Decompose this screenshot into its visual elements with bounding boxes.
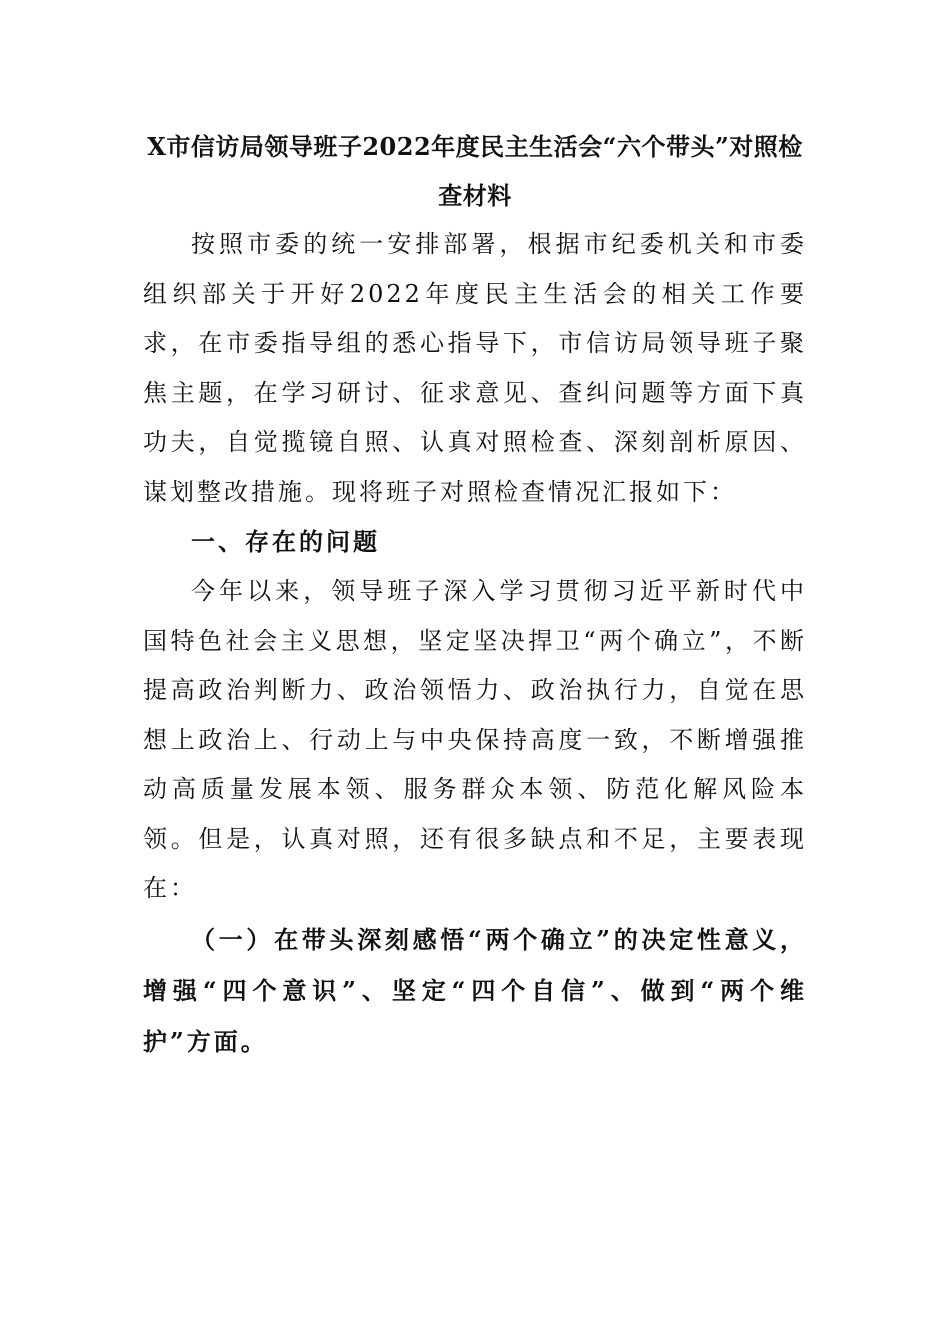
- section-paragraph-problems: 今年以来，领导班子深入学习贯彻习近平新时代中国特色社会主义思想，坚定坚决捍卫“两个确立”，不断提高政治判断力、政治领悟力、政治执行力，自觉在思想上政治上、行动上与中央保持高度一致，不断增强推动高质量发展本领、服务群众本领、防范化解风险本领。但是，认真对照，还有很多缺点和不足，主要表现在：: [143, 577, 807, 902]
- document-title: X市信访局领导班子2022年度民主生活会“六个带头”对照检查材料: [147, 132, 803, 210]
- subsection-heading-1: （一）在带头深刻感悟“两个确立”的决定性意义，增强“四个意识”、坚定“四个自信”、做到“两个维护”方面。: [143, 924, 807, 1056]
- document-body: [143, 122, 807, 1067]
- section-heading-problems: 一、存在的问题: [191, 527, 380, 556]
- intro-paragraph: 按照市委的统一安排部署，根据市纪委机关和市委组织部关于开好2022年度民主生活会的相关工作要求，在市委指导组的悉心指导下，市信访局领导班子聚焦主题，在学习研讨、征求意见、查纠问题等方面下真功夫，自觉揽镜自照、认真对照检查、深刻剖析原因、谋划整改措施。现将班子对照检查情况汇报如下：: [143, 230, 807, 506]
